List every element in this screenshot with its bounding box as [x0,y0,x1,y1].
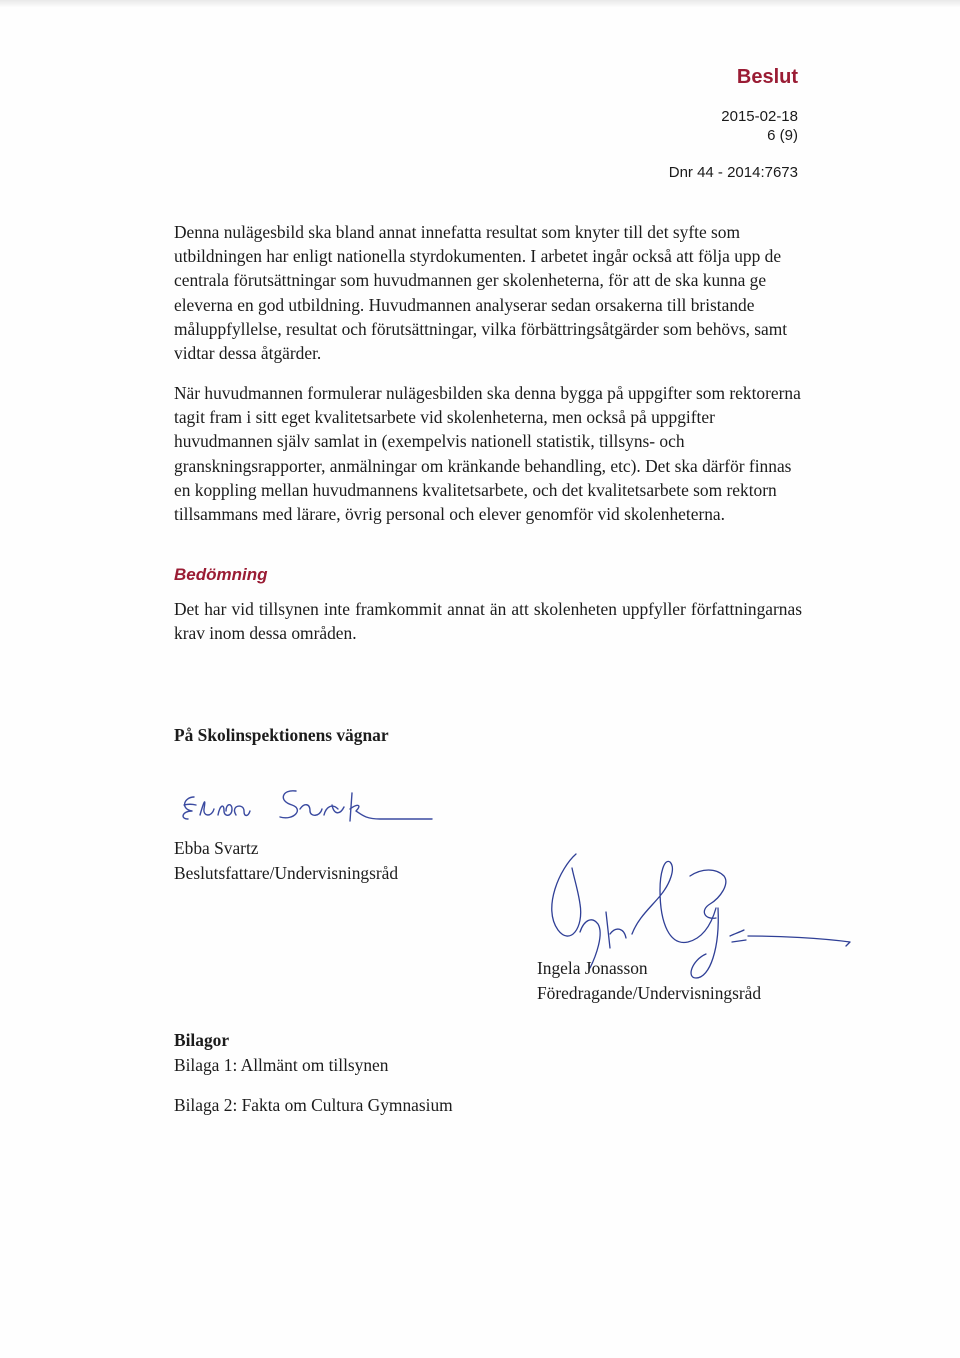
registration-number: Dnr 44 - 2014:7673 [668,164,798,181]
signer-1-name: Ebba Svartz [174,838,259,858]
page-number: 6 (9) [767,127,798,144]
assessment-text: Det har vid tillsynen inte framkommit annat än att skolenheten uppfyller författningarnas krav inom dessa områden. [174,599,802,644]
signer-1-title: Beslutsfattare/Undervisningsråd [174,862,399,883]
signer-2 [537,956,761,1005]
assessment-heading: Bedömning [174,565,268,584]
signer-2-name: Ingela Jonasson [537,958,648,978]
attachment-item-2: Bilaga 2: Fakta om Cultura Gymnasium [174,1095,453,1115]
attachments-section [174,1028,453,1118]
body-paragraph-2: När huvudmannen formulerar nulägesbilden ska denna bygga på uppgifter som rektorerna tagit fram i sitt eget kvalitetsarbete vid skolenheterna, men också på uppgifter huvudmannen själv samlat in (exempelvis nationell statistik, tillsyns- och granskningsrapporter, anmälningar om kränkande behandling, etc). Det ska därför finnas en koppling mellan huvudmannens kvalitetsarbete, och det kvalitetsarbete som rektorn tillsammans med lärare, övrig personal och elever genomför vid skolenheterna. [174,383,801,525]
document-date: 2015-02-18 [721,108,798,125]
document-header [669,66,798,182]
signer-1 [174,836,398,885]
signature-ebba-svartz [170,775,460,835]
scan-edge [0,0,960,8]
body-paragraph-1: Denna nulägesbild ska bland annat innefatta resultat som knyter till det syfte som utbildningen har enligt nationella styrdokumenten. I arbetet ingår också att följa upp de centrala förutsättningar som huvudmannen ger skolenheterna, för att de ska kunna ge eleverna en god utbildning. Huvudmannen analyserar sedan orsakerna till bristande måluppfyllelse, resultat och förutsättningar, vilka förbättringsåtgärder som behövs, samt vidtar dessa åtgärder. [174,222,788,364]
signer-2-title: Föredragande/Undervisningsråd [537,982,762,1003]
document-type: Beslut [736,66,798,88]
attachment-item-1: Bilaga 1: Allmänt om tillsynen [174,1054,389,1075]
attachments-heading: Bilagor [174,1030,230,1050]
on-behalf-line: På Skolinspektionens vägnar [174,725,389,745]
